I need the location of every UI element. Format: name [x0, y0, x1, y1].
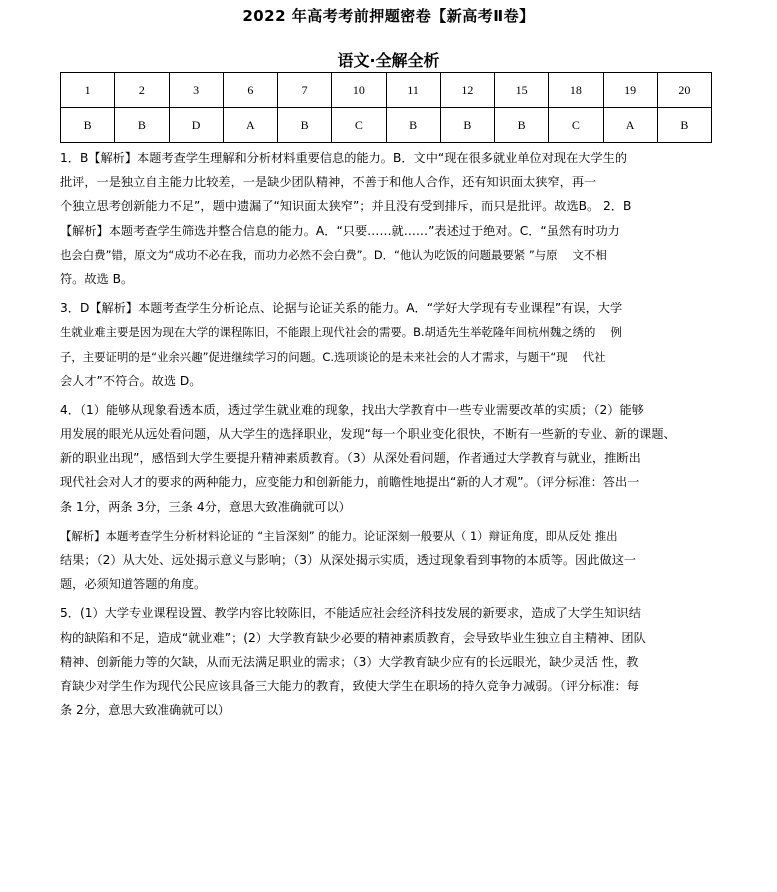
answer-cell: B [440, 108, 494, 143]
text-line: 也会白费”错，原文为“成功不必在我，而功力必然不会白费”。D．“他认为吃饭的问题最要紧 ”与原 文不相 [60, 247, 607, 262]
answer-cell: B [657, 108, 711, 143]
text-line: 4．（1）能够从现象看透本质，透过学生就业难的现象，找出大学教育中一些专业需要改革的实质；（2）能够 [60, 402, 644, 417]
answer-row [61, 108, 712, 143]
text-line: 新的职业出现”，感悟到大学生要提升精神素质教育。（3）从深处看问题，作者通过大学教育与就业，推断出 [60, 451, 641, 466]
text-line: 条 1分，两条 3分，三条 4分，意思大致准确就可以） [60, 499, 351, 514]
text-line: 子，主要证明的是“业余兴趣”促进继续学习的问题。C.选项谈论的是未来社会的人才需求，与题干“现 代社 [60, 349, 606, 364]
text-line: 批评，一是独立自主能力比较差，一是缺少团队精神，不善于和他人合作，还有知识面太狭窄，再一 [60, 175, 597, 190]
text-line: 用发展的眼光从远处看问题，从大学生的选择职业，发现“每一个职业变化很快，不断有一些新的专业、新的课题、 [60, 427, 676, 442]
text-line: 育缺少对学生作为现代公民应该具备三大能力的教育，致使大学生在职场的持久竞争力减弱。（评分标准：每 [60, 678, 639, 693]
text-line: 【解析】本题考查学生筛选并整合信息的能力。A．“只要……就……”表述过于绝对。C．“虽然有时功力 [60, 223, 620, 238]
text-line: 符。故选 B。 [60, 271, 134, 286]
question-number-cell: 12 [440, 73, 494, 108]
text-line: 生就业难主要是因为现在大学的课程陈旧，不能跟上现代社会的需要。B.胡适先生举乾隆年间杭州魏之绣的 例 [60, 325, 622, 340]
text-line: 会人才”不符合。故选 D。 [60, 373, 202, 388]
question-number-row [61, 73, 712, 108]
question-number-cell: 2 [115, 73, 169, 108]
question-number-cell: 11 [386, 73, 440, 108]
answer-cell: C [332, 108, 386, 143]
text-line: 精神、创新能力等的欠缺，从而无法满足职业的需求；（3）大学教育缺少应有的长远眼光，缺少灵活 性，教 [60, 654, 639, 669]
text-line: 现代社会对人才的要求的两种能力，应变能力和创新能力，前瞻性地提出“新的人才观”。（评分标准：答出一 [60, 475, 640, 490]
answer-cell: B [278, 108, 332, 143]
question-number-cell: 15 [495, 73, 549, 108]
question-number-cell: 3 [169, 73, 223, 108]
question-number-cell: 19 [603, 73, 657, 108]
question-number-cell: 10 [332, 73, 386, 108]
answer-cell: B [115, 108, 169, 143]
text-line: 题，必须知道答题的角度。 [60, 577, 207, 592]
question-number-cell: 1 [61, 73, 115, 108]
question-number-cell: 18 [549, 73, 603, 108]
question-number-cell: 6 [223, 73, 277, 108]
question-number-cell: 20 [657, 73, 711, 108]
answer-cell: B [386, 108, 440, 143]
text-line: 结果；（2）从大处、远处揭示意义与影响；（3）从深处揭示实质，透过现象看到事物的本质等。因此做这一 [60, 553, 637, 567]
answer-cell: A [223, 108, 277, 143]
answer-cell: C [549, 108, 603, 143]
answer-cell: D [169, 108, 223, 143]
answer-cell: A [603, 108, 657, 143]
question-number-cell: 7 [278, 73, 332, 108]
answer-table [60, 72, 712, 143]
text-line: 1．B【解析】本题考查学生理解和分析材料重要信息的能力。B．文中“现在很多就业单位对现在大学生的 [60, 151, 628, 165]
text-line: 3．D【解析】本题考查学生分析论点、论据与论证关系的能力。A．“学好大学现有专业课程”有误，大学 [60, 301, 623, 316]
explanation-body [60, 146, 725, 722]
text-line: 个独立思考创新能力不足”，题中遗漏了“知识面太狭窄”；并且没有受到排斥，而只是批评。故选B。 2．B [60, 199, 632, 214]
answer-cell: B [495, 108, 549, 143]
answer-cell: B [61, 108, 115, 143]
text-line: 5．(1）大学专业课程设置、教学内容比较陈旧，不能适应社会经济科技发展的新要求，造成了大学生知识结 [60, 606, 641, 621]
document-subtitle: 语文·全解全析 [337, 51, 440, 70]
text-line: 构的缺陷和不足，造成“就业难”；(2）大学教育缺少必要的精神素质教育，会导致毕业生独立自主精神、团队 [60, 630, 646, 645]
text-line: 条 2分，意思大致准确就可以） [60, 703, 231, 718]
document-title: 2022 年高考考前押题密卷【新高考Ⅱ卷】 [242, 7, 535, 25]
text-line: 【解析】本题考查学生分析材料论证的 “主旨深刻” 的能力。论证深刻一般要从（ 1）辩证角度，即从反处 推出 [60, 528, 618, 543]
